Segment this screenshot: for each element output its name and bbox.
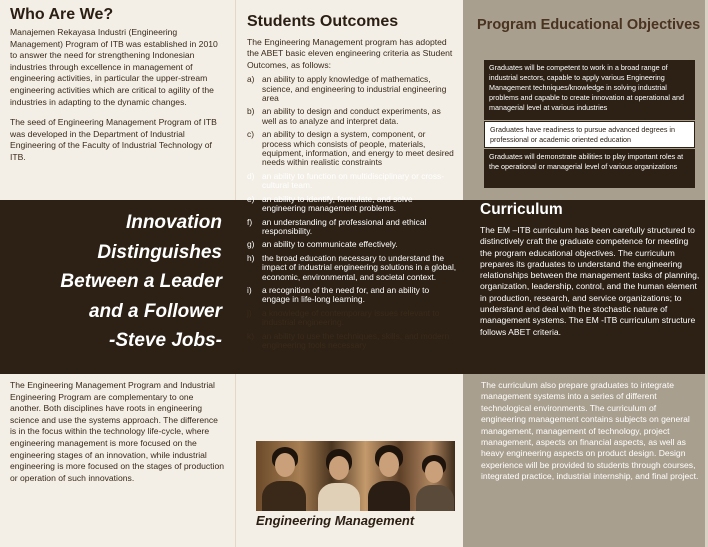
outcome-item [247,172,457,191]
outcome-item [247,286,457,305]
outcome-letter: d) [247,170,255,181]
curriculum-paragraph-2: The curriculum also prepare graduates to integrate management systems into a series of different technological environments. The curriculum of engineering management contains subjects on general management, management of technology, project management, aspects on financial aspects, as well as heavy engineering aspects on product design. Design experience will be provided to students through courses, integrated practice, industrial internship, and final project. [481,380,699,482]
outcome-text: an understanding of professional and ethical responsibility. [262,216,427,236]
outcome-item [247,240,457,249]
relation-paragraph: The Engineering Management Program and Industrial Engineering Program are complementary to one another. Both disciplines have roots in engineering science and use the systems approach. The difference is in the focus within the technology life-cycle, where engineering management is more focused on the engineering stages of an innovation, while industrial engineering is more focused on the stages of production or operation of such innovations. [10,380,225,483]
quote-line: Between a Leader [60,271,222,292]
outcome-text: an ability to use the techniques, skills, and modern engineering tools necessary [262,330,450,350]
person-body [368,481,410,511]
outcome-letter: b) [247,106,255,117]
who-are-we-title: Who Are We? [10,6,114,23]
relation-panel [0,374,236,547]
outcome-letter: g) [247,239,255,250]
curriculum-paragraph-1: The EM –ITB curriculum has been carefully structured to distinctively craft the graduate competence for meeting the program educational objectives. The curriculum prepares its graduates to understand the engineering relationships between the management tasks of planning, organization, leadership, control, and the human element in production, research, and service organizations; to understand and deal with the stochastic nature of management systems. The EM -ITB curriculum structure follows ABET criteria. [480,225,700,337]
outcomes-list [247,75,457,350]
outcome-text: an ability to design a system, component, or process which consists of people, materials, equipment, information, and energy to meet desired needs within realistic constraints [262,129,454,168]
students-photo [256,441,455,511]
person-body [416,485,454,511]
outcome-letter: j) [247,307,252,318]
steve-jobs-quote [0,208,222,356]
outcome-item [247,332,457,351]
students-outcomes-section [247,13,457,354]
students-outcomes-intro: The Engineering Management program has adopted the ABET basic eleven engineering criteria as Student Outcomes, as follows: [247,37,453,70]
outcome-item [247,195,457,214]
outcome-item [247,218,457,237]
outcome-text: a recognition of the need for, and an ability to engage in life-long learning. [262,284,430,305]
outcome-letter: c) [247,129,254,140]
students-outcomes-title: Students Outcomes [247,13,399,30]
quote-line: and a Follower [88,300,222,322]
outcome-text: an ability to function on multidisciplinary or cross-cultural team. [262,170,445,191]
outcome-text: an ability to design and conduct experiments, as well as to analyze and interpret data. [262,106,441,126]
peo-objective-2: Graduates have readiness to pursue advanced degrees in professional or academic oriented education [484,121,695,148]
outcome-item [247,309,457,328]
who-are-we-panel [0,0,236,200]
outcome-item [247,107,457,126]
outcome-text: the broad education necessary to understand the impact of industrial engineering solutions in a global, economic, environmental, and societal context. [262,252,457,282]
outcome-text: an ability to identify, formulate, and solve engineering management problems. [262,193,413,214]
quote-line: Distinguishes [97,241,222,263]
photo-caption: Engineering Management [256,513,415,528]
person-face [425,461,443,483]
outcome-text: an ability to communicate effectively. [262,239,398,250]
who-are-we-paragraph-2: The seed of Engineering Management Program of ITB was developed in the Department of Industrial Engineering of the Faculty of Industrial Technology of ITB. [10,117,217,162]
peo-title: Program Educational Objectives [477,17,701,33]
outcome-letter: f) [247,216,253,227]
curriculum-title: Curriculum [480,201,563,218]
outcome-letter: h) [247,252,255,263]
peo-objective-1: Graduates will be competent to work in a broad range of industrial sectors, capable to apply various Engineering Management techniques/knowledge in solving industrial problems and capable to create innovation at operational and managerial level at various industries [484,60,695,120]
outcome-text: a knowledge of contemporary issues relevant to industrial engineering. [262,307,440,328]
outcome-letter: i) [247,284,252,295]
outcome-text: an ability to apply knowledge of mathematics, science, and engineering to industrial engineering area [262,74,447,104]
person-face [275,453,295,477]
person-body [262,481,306,511]
outcome-item [247,254,457,282]
quote-line: Innovation [125,212,222,233]
outcome-letter: a) [247,74,255,85]
quote-attribution: -Steve Jobs- [109,330,222,351]
person-body [318,483,360,511]
person-face [329,456,349,480]
who-are-we-paragraph-1: Manajemen Rekayasa Industri (Engineering Management) Program of ITB was established in 2010 to answer the need for strengthening Indonesian industries through excellence in management of engineering activities, in particular the upper-stream engineering activities which are critical to agility of the industries in adapting to the dynamic changes. [10,27,218,107]
outcome-letter: e) [247,193,255,204]
person-face [379,452,399,477]
outcome-letter: k) [247,330,254,341]
outcome-item [247,75,457,103]
peo-objective-3: Graduates will demonstrate abilities to play important roles at the operational or managerial level of various organizations [484,149,695,188]
outcome-item [247,130,457,168]
